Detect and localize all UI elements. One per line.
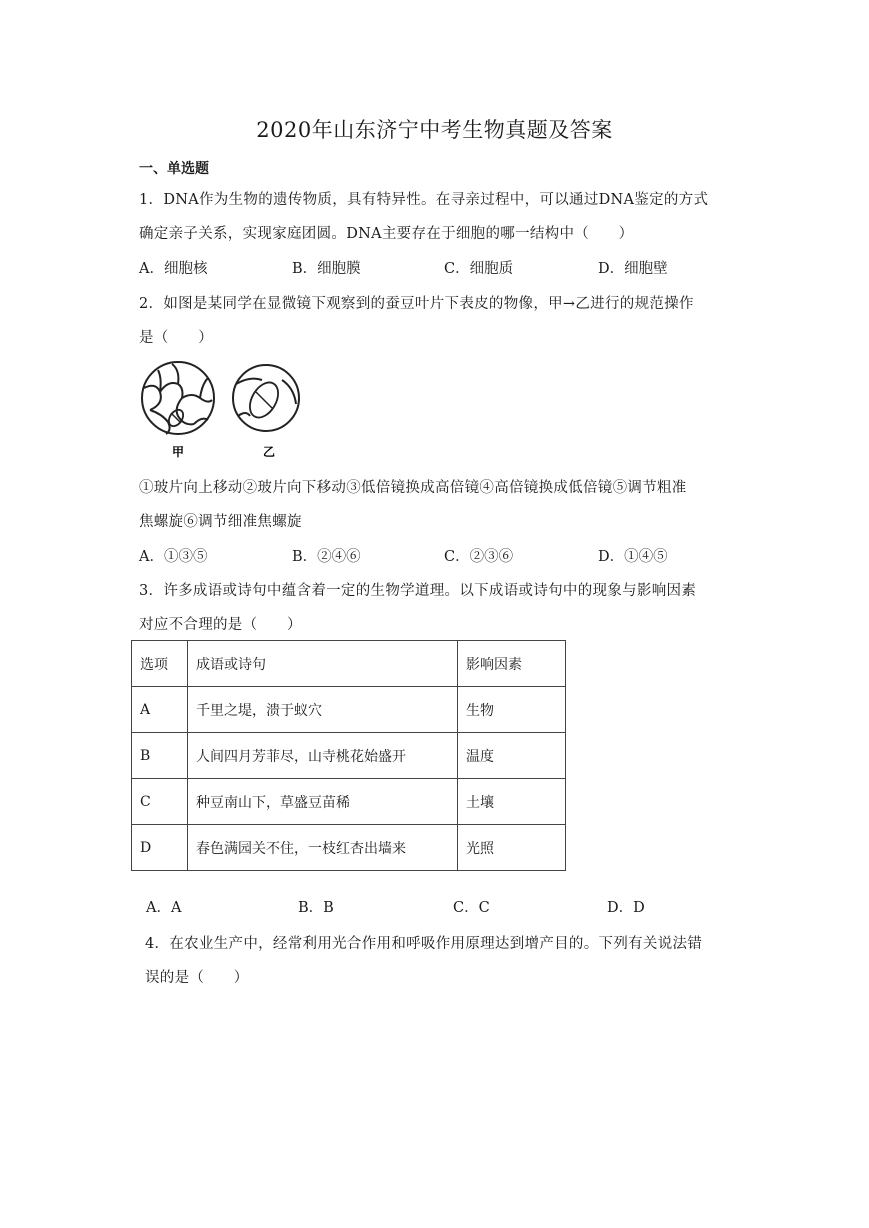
q2-option-b: B．②④⑥ xyxy=(292,549,361,565)
q4-stem-line2: 误的是（ ） xyxy=(145,970,249,986)
table-cell: 种豆南山下，草盛豆苗稀 xyxy=(188,779,458,825)
q4-stem-line1: 4．在农业生产中，经常利用光合作用和呼吸作用原理达到增产目的。下列有关说法错 xyxy=(145,936,703,952)
q2-stem-line2: 是（ ） xyxy=(139,330,213,346)
q1-option-b: B．细胞膜 xyxy=(292,261,361,277)
q1-option-a: A．细胞核 xyxy=(139,261,208,277)
q1-option-c: C．细胞质 xyxy=(444,261,514,277)
microscope-figure xyxy=(138,358,308,462)
q1-stem-line2: 确定亲子关系，实现家庭团圆。DNA主要存在于细胞的哪一结构中（ ） xyxy=(139,226,634,242)
table-cell: 土壤 xyxy=(458,779,566,825)
q1-option-d: D．细胞壁 xyxy=(598,261,668,277)
q2-option-d: D．①④⑤ xyxy=(598,549,668,565)
figure-label-jia: 甲 xyxy=(171,445,185,459)
q2-stem-line1: 2．如图是某同学在显微镜下观察到的蚕豆叶片下表皮的物像，甲→乙进行的规范操作 xyxy=(139,296,694,312)
q3-stem-line1: 3．许多成语或诗句中蕴含着一定的生物学道理。以下成语或诗句中的现象与影响因素 xyxy=(139,583,697,599)
table-cell: C xyxy=(132,779,188,825)
figure-label-yi: 乙 xyxy=(262,445,276,459)
q2-steps-line2: 焦螺旋⑥调节细准焦螺旋 xyxy=(139,514,302,530)
table-cell: 生物 xyxy=(458,687,566,733)
table-header-cell: 影响因素 xyxy=(458,641,566,687)
q2-option-c: C．②③⑥ xyxy=(444,549,514,565)
table-row xyxy=(132,825,566,871)
q2-steps-line1: ①玻片向上移动②玻片向下移动③低倍镜换成高倍镜④高倍镜换成低倍镜⑤调节粗准 xyxy=(139,480,687,496)
field-jia xyxy=(142,362,214,434)
field-yi xyxy=(233,365,299,431)
table-cell: 春色满园关不住，一枝红杏出墙来 xyxy=(188,825,458,871)
q3-table xyxy=(131,640,566,871)
q2-option-a: A．①③⑤ xyxy=(139,549,208,565)
table-cell: D xyxy=(132,825,188,871)
table-header-row xyxy=(132,641,566,687)
q1-stem-line1: 1．DNA作为生物的遗传物质，具有特异性。在寻亲过程中，可以通过DNA鉴定的方式 xyxy=(139,192,709,208)
table-row xyxy=(132,687,566,733)
section-heading: 一、单选题 xyxy=(139,161,209,177)
table-header-cell: 选项 xyxy=(132,641,188,687)
q3-option-d: D．D xyxy=(607,900,645,916)
table-row xyxy=(132,779,566,825)
q3-option-c: C．C xyxy=(453,900,490,916)
table-cell: 光照 xyxy=(458,825,566,871)
table-header-cell: 成语或诗句 xyxy=(188,641,458,687)
q3-stem-line2: 对应不合理的是（ ） xyxy=(139,617,302,633)
table-row xyxy=(132,733,566,779)
table-cell: 温度 xyxy=(458,733,566,779)
table-cell: 人间四月芳菲尽，山寺桃花始盛开 xyxy=(188,733,458,779)
q3-option-a: A．A xyxy=(146,900,182,916)
table-cell: B xyxy=(132,733,188,779)
q3-option-b: B．B xyxy=(298,900,334,916)
page-title: 2020年山东济宁中考生物真题及答案 xyxy=(256,118,613,142)
table-cell: A xyxy=(132,687,188,733)
table-cell: 千里之堤，溃于蚁穴 xyxy=(188,687,458,733)
